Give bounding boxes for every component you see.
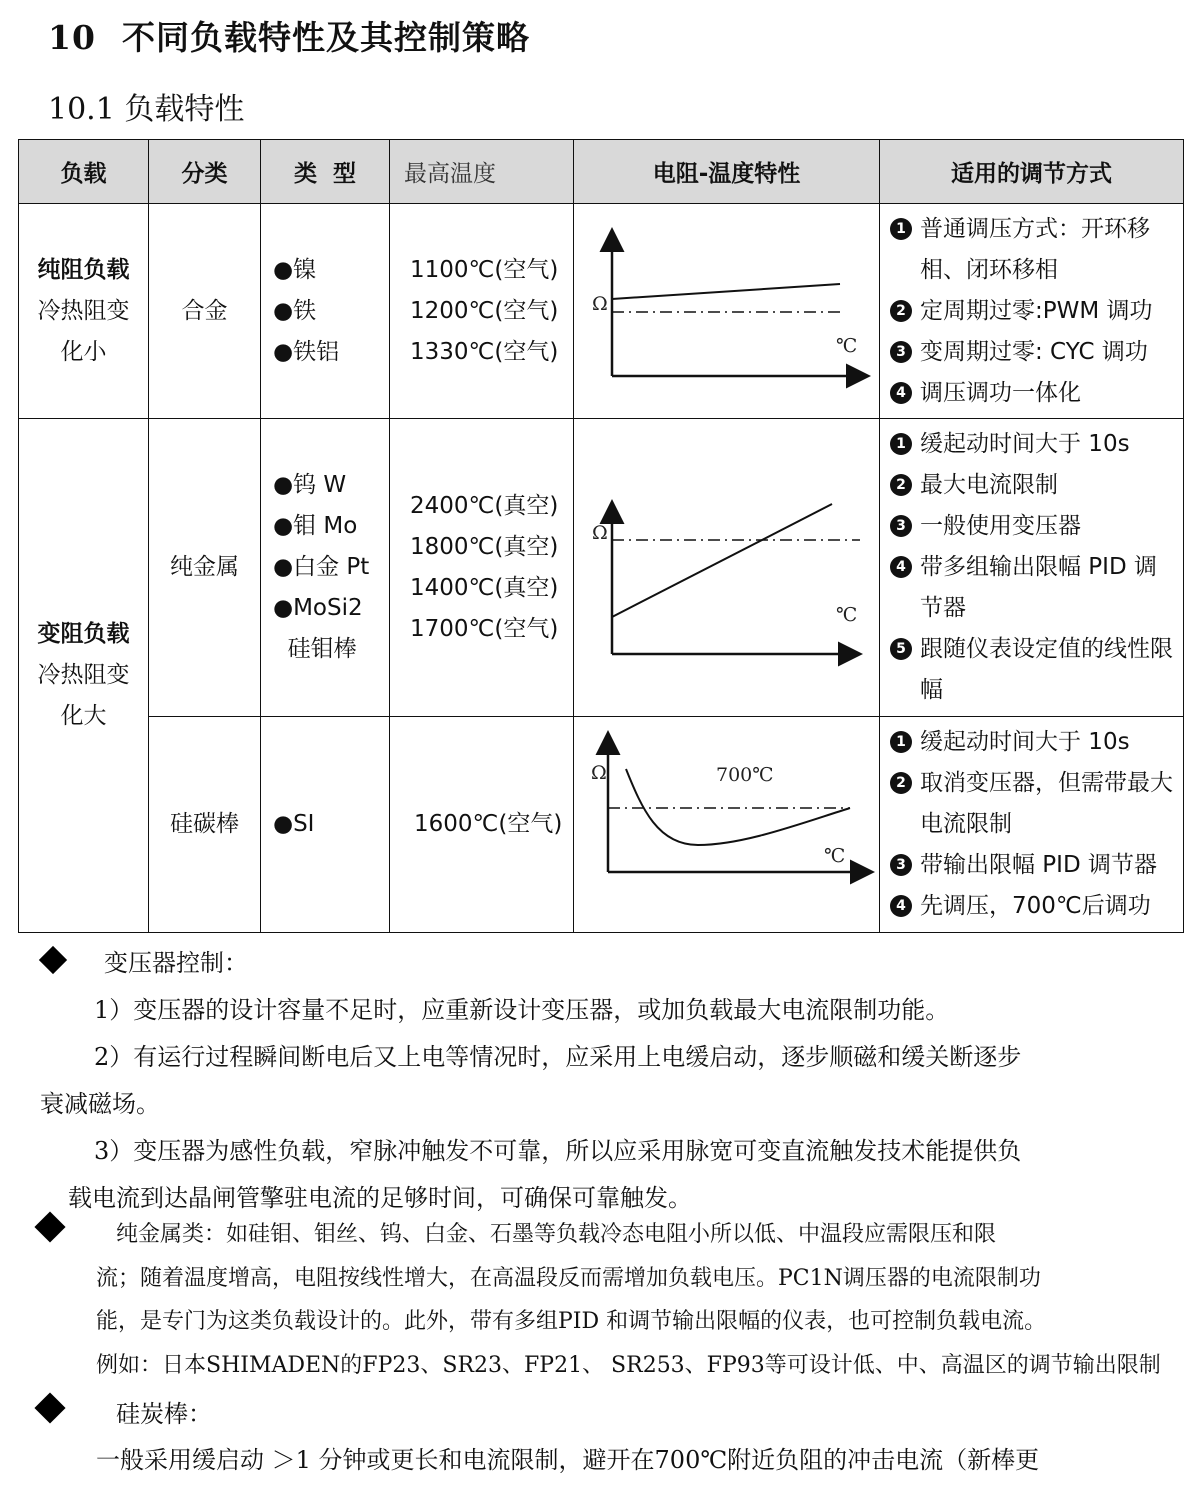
note-text: 载电流到达晶闸管擎驻电流的足够时间，可确保可靠触发。 (68, 1184, 692, 1212)
type-item: ●钨 W (273, 472, 347, 498)
list-item (890, 845, 1177, 886)
note-text: 1）变压器的设计容量不足时，应重新设计变压器，或加负载最大电流限制功能。 (94, 996, 950, 1024)
list-item (890, 722, 1177, 763)
load-cell (19, 419, 149, 933)
load-title: 纯阻负载 (37, 256, 130, 283)
note-heading: 变压器控制： (104, 949, 248, 977)
rt-chart-flat (574, 204, 878, 404)
load-desc: 冷热阻变 (37, 662, 130, 688)
section-number: 10 (48, 18, 96, 57)
x-axis-label: ℃ (836, 335, 858, 357)
method-text: 变周期过零: CYC 调功 (920, 338, 1148, 365)
diamond-bullet-icon (39, 946, 67, 974)
number-marker: 4 (890, 382, 912, 404)
number-marker: 4 (890, 556, 912, 578)
list-item (890, 209, 1177, 291)
temp-item: 1330℃(空气) (410, 338, 559, 365)
temp-cell (390, 204, 574, 419)
number-marker: 2 (890, 474, 912, 496)
type-item: ●镍 (273, 256, 317, 283)
temp-item: 1100℃(空气) (410, 256, 559, 283)
header-max-temp: 最高温度 (390, 140, 574, 204)
list-item (890, 332, 1177, 373)
list-item (890, 506, 1177, 547)
temp-item: 1700℃(空气) (410, 615, 559, 642)
resistance-curve (612, 504, 832, 617)
method-text: 缓起动时间大于 10s (920, 729, 1130, 755)
load-desc: 化小 (60, 338, 107, 365)
x-axis-label: ℃ (836, 604, 858, 626)
note-text: 能，是专门为这类负载设计的。此外，带有多组PID 和调节输出限幅的仪表，也可控制负载电流。 (96, 1309, 1047, 1334)
table-row (19, 717, 1184, 933)
method-text: 调压调功一体化 (920, 379, 1081, 406)
section-heading (48, 12, 530, 59)
method-text: 缓起动时间大于 10s (920, 431, 1130, 457)
method-cell (880, 419, 1184, 717)
note-text: 3）变压器为感性负载，窄脉冲触发不可靠，所以应采用脉宽可变直流触发技术能提供负 (94, 1137, 1022, 1165)
header-type: 类 型 (261, 140, 390, 204)
number-marker: 3 (890, 854, 912, 876)
list-item (890, 373, 1177, 414)
subsection-heading: 10.1 负载特性 (48, 92, 245, 127)
method-text: 先调压，700℃后调功 (920, 893, 1151, 919)
chart-annotation: 700℃ (716, 764, 774, 786)
category-cell: 纯金属 (149, 419, 261, 717)
method-cell (880, 204, 1184, 419)
type-cell (261, 204, 390, 419)
y-axis-label: Ω (592, 293, 608, 315)
method-text: 取消变压器，但需带最大电流限制 (920, 770, 1173, 837)
type-item: ●钼 Mo (273, 513, 358, 539)
type-item: ●白金 Pt (273, 554, 370, 580)
table-header-row (19, 140, 1184, 204)
type-item: ●铁铝 (273, 338, 340, 365)
header-rt-characteristic: 电阻-温度特性 (574, 140, 880, 204)
method-text: 带输出限幅 PID 调节器 (920, 852, 1157, 878)
diamond-bullet-icon (34, 1392, 65, 1423)
chart-cell (574, 204, 880, 419)
header-category: 分类 (149, 140, 261, 204)
number-marker: 2 (890, 300, 912, 322)
chart-cell (574, 717, 880, 933)
method-text: 带多组输出限幅 PID 调节器 (920, 554, 1157, 621)
method-text: 定周期过零:PWM 调功 (920, 297, 1153, 324)
y-axis-label: Ω (592, 522, 608, 544)
table-row (19, 204, 1184, 419)
load-desc: 冷热阻变 (37, 297, 130, 324)
number-marker: 2 (890, 772, 912, 794)
note-text: 一般采用缓启动 ＞1 分钟或更长和电流限制，避开在700℃附近负阻的冲击电流（新棒更 (96, 1446, 1040, 1474)
temp-cell (390, 717, 574, 933)
number-marker: 3 (890, 341, 912, 363)
method-cell (880, 717, 1184, 933)
category-cell: 硅碳棒 (149, 717, 261, 933)
x-axis-label: ℃ (824, 845, 846, 867)
list-item (890, 763, 1177, 845)
number-marker: 4 (890, 895, 912, 917)
chart-cell (574, 419, 880, 717)
number-marker: 3 (890, 515, 912, 537)
header-load: 负载 (19, 140, 149, 204)
list-item (890, 424, 1177, 465)
list-item (890, 465, 1177, 506)
type-cell (261, 419, 390, 717)
number-marker: 5 (890, 638, 912, 660)
temp-item: 1800℃(真空) (410, 533, 559, 560)
list-item (890, 629, 1177, 711)
note-text: 例如：日本SHIMADEN的FP23、SR23、FP21、 SR253、FP93等可设计低、中、高温区的调节输出限制 (96, 1353, 1161, 1378)
resistance-curve (612, 284, 840, 299)
category-cell: 合金 (149, 204, 261, 419)
rt-chart-sic (574, 717, 878, 918)
type-item: ●SI (273, 811, 315, 837)
temp-item: 1200℃(空气) (410, 297, 559, 324)
note-text: 2）有运行过程瞬间断电后又上电等情况时，应采用上电缓启动，逐步顺磁和缓关断逐步 (94, 1043, 1022, 1071)
diamond-bullet-icon (34, 1211, 65, 1242)
number-marker: 1 (890, 731, 912, 753)
table-row (19, 419, 1184, 717)
note-text: 流；随着温度增高，电阻按线性增大，在高温段反而需增加负载电压。PC1N调压器的电流限制功 (96, 1266, 1041, 1291)
load-title: 变阻负载 (37, 621, 130, 647)
list-item (890, 291, 1177, 332)
method-text: 普通调压方式：开环移相、闭环移相 (920, 215, 1150, 283)
number-marker: 1 (890, 433, 912, 455)
method-text: 一般使用变压器 (920, 513, 1081, 539)
temp-item: 1600℃(空气) (414, 811, 563, 837)
section-title: 不同负载特性及其控制策略 (121, 18, 530, 57)
method-text: 最大电流限制 (920, 472, 1058, 498)
type-item: ●MoSi2 (273, 595, 363, 621)
load-characteristics-table (18, 139, 1184, 933)
rt-chart-linear (574, 419, 878, 702)
temp-cell (390, 419, 574, 717)
header-control-method: 适用的调节方式 (880, 140, 1184, 204)
type-cell (261, 717, 390, 933)
load-cell (19, 204, 149, 419)
note-text: 衰减磁场。 (40, 1090, 160, 1118)
temp-item: 1400℃(真空) (410, 574, 559, 601)
method-text: 跟随仪表设定值的线性限幅 (920, 636, 1173, 703)
note-heading: 硅炭棒： (116, 1400, 212, 1428)
y-axis-label: Ω (591, 762, 607, 784)
type-item: 硅钼棒 (273, 636, 357, 662)
number-marker: 1 (890, 218, 912, 240)
temp-item: 2400℃(真空) (410, 492, 559, 519)
list-item (890, 886, 1177, 927)
list-item (890, 547, 1177, 629)
note-text: 纯金属类：如硅钼、钼丝、钨、白金、石墨等负载冷态电阻小所以低、中温段应需限压和限 (116, 1222, 997, 1247)
load-desc: 化大 (60, 703, 107, 729)
type-item: ●铁 (273, 297, 317, 324)
